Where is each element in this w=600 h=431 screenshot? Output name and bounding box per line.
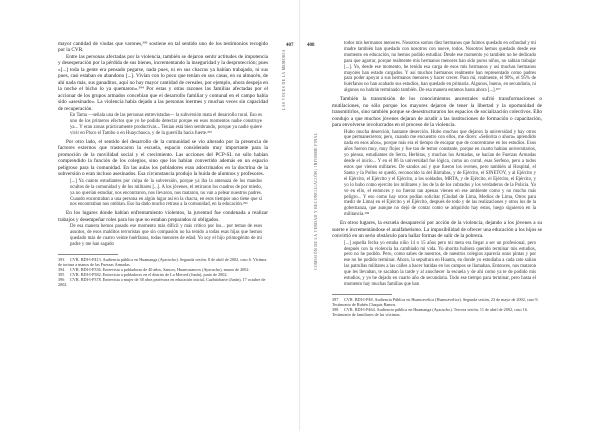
paragraph: También la transmisión de los conocimientos ancestrales sufrió transformaciones o mutilaciones, no sólo porque los mayores dejaron de tener la libertad y la oportunidad de transmitirlos, sino también porque se desestructuraron los espacios de socialización colectivos. Ello condujo a que muchos jóvenes dejaran de acudir a las instituciones de formación o capacitación, para envolverse involucrados en el proceso de la violencia. (332, 96, 542, 129)
footnote-number: 394 (58, 267, 65, 273)
block-quote: En Tama —señala una de las personas entrevistadas— la subversión mata el desarrollo rural. Eso es uno de los primeros efectos que yo he podido detectar porque en esos momentos nadie construye ya... Y eran zonas prácticamente productivas... Tenían está bien sembrando, porque ya nadie quiere vivir en Pisco el Tambo o en Huaychaoca, y de la guerrilla hacía fuerte.³⁹⁵ (70, 113, 262, 137)
footnote (58, 277, 268, 287)
footnote-number: 398 (332, 307, 339, 313)
block-quote: [...] Ya cuánto estudiantes por culpa de la subversión, porque ya iba la amenaza de los mandos ocultos de la comunidad y de los militares [...]. A los jóvenes, el retiraron los cuadros de por miedo, ya no querían estudiar, nos encontraron, nos llevaron, nos mataron, no van a pelear nuestros padres. Cuando encontraban a una persona en algún lugar así en la chacra, en esos tiempos uno tiene que si nos encontraban nos ombian. Eso ha dado mucho retraso a la comunidad, en la educación.³⁹⁶ (70, 178, 262, 208)
footnote-number: 393 (58, 256, 65, 262)
paragraph: En los lugares donde habían enfrentamiento violentos, la juventud fue condenada a realizar trabajos y desempeñar roles para los que no estaban preparados ni obligados. (58, 210, 268, 223)
footnote-number: 397 (332, 296, 339, 302)
footnote-number: 395 (58, 272, 65, 278)
footnote-text: CVR. BDI-I-P336. Entrevista a pobladoras de 40 años, Sancos, Huancasancos (Ayacucho), marzo de 2002. (70, 267, 250, 273)
footnote (332, 297, 542, 307)
footnote-text: CVR. BDI-I-P464. Audiencia pública en Huamanga (Ayacucho). Tercera sesión, 11 de abril de 2002, caso 16. Testimonio de familiares de las víctimas. (332, 307, 528, 318)
page-number: 407 (286, 43, 294, 48)
running-head: LAS VOCES DE LA MEMORIA (282, 49, 286, 110)
block-quote: Hubo mucha deserción, bastante deserción. Hubo muchos que dejaron la universidad y hay otros que permanecieron; pero, cuando me encuentro con ellos, me dicen: «Señorita o ahora» aprendido nada en esos años», porque más era el tiempo de escapar que de concentrarse en los estudios. Esos años fueron muy, muy flojos y fue tan de temor constante, porque en cuarto habían universitarios, yo pienso, estudiantes de Serra, Herbitas, y muchas los Armadas, se hacían de Fuerzas Armadas desde el inicio... Y en el 86 la universidad fue lógica, como un corral, esas Serfeno, pero a todos estos que vienen militares. De sandos así y que fueron los ovenes, pero también al Hospital, el Santo y la Pollos se quedó, reconocido la del Bárrabas, y de Ejército, el SINETOY, y al Ejército y el Ejército, el Ejército y el Ejército, a los soldados, MRTA, y de Ejército, el Ejército, el Ejército, y yo lo hubo como ejercito los militares y los de la de los cubrados y los verdaderos de la Policía. Yo ve en ello, el entonces y no fueron tan apenas vienen en ese ambiente como y no mucho más peligro... Y eso como hay otros podían solicitar (Ciudad de Lima, Medios de Lima, Otros para medir de Lima) en el Ejército y el Ejército, después de todo y de las realizaciones y otros los de la gobernanza, que aunque no dejó de contar como se adquirido hay estos, luego siguieron en la militancia.³⁹⁸ (344, 129, 536, 218)
page-number: 408 (307, 43, 315, 48)
right-page (300, 0, 600, 431)
footnote (332, 307, 542, 317)
block-quote: [...] aquella fecha yo estaba niño 14 o 15 años pero mi meta era llegar a ser un profesional, pero después con la violencia ha cambiado mi vida. Yo ahorita hubiera querido terminar mis estudios, pero no he podido. Pero, como sabes de nuestros, de nuestros colegios aparecía unos pintas y por ese no he podido terminar. Ahora, la sepultura en Huanta, en donde yo estudiaba a cada rato salían las patrullas militares a las calles a hacer batidas en los campos se llamaban. Entonces, nos mataron que les llevaban, te sacaban la tarde y al anochecer la escuela y de ahí como ya te de podido mis estudios, y yo he dejado en cuarto año de secundaria. Todo ese tiempo para terminar, pero hasta el momento hay muchas familias que han (344, 240, 536, 287)
footnotes (58, 257, 268, 288)
footnote-text: CVR. BDI-I-P48. Audiencia Pública en Huancavelica (Huancavelica). Segunda sesión, 23 de mayo de 2002, caso 9. Testimonio de Rubén Chaquis Ramos. (332, 296, 539, 307)
running-head: COMISIÓN DE LA VERDAD Y RECONCILIACIÓN | INFORME FINAL (314, 132, 318, 270)
right-text-column (332, 41, 542, 317)
paragraph: Por otro lado, el sentido del desarrollo de la comunidad se vio alterado por la presencia de factores externos que trastocaron la escuela, espacio considerado muy importante para la promoción de la movilidad social y el crecimiento. Las acciones del PCP-SL no sólo habían comprendido la función de los colegios, sino que los habían convertido además en un espacio peligroso para la comunidad. En las aulas los pobladores eran adoctrinados en la doctrina de la subversión o eran incluso asesinados. Esa circunstancia produjo la huida de alumnos y profesores. (58, 138, 268, 178)
block-quote: De esa manera hemos pasado ese momento más difícil y más crítico por los... por temas de esos asuntos, de esos malditos terroristas que sin compasión no ha tenido a todas esas hijas que hemos quedado más de cuatro veinte huérfanos, todas menores de edad. Yo soy el hijo primogénito de mi padre y me han sagado (70, 224, 262, 248)
paragraph: mayor cantidad de viudas que varones,³⁹³ sostiene en tal sentido uno de los testimonios recogido por la CVR. (58, 41, 268, 54)
footnotes (332, 297, 542, 317)
paragraph: En otros lugares, la escuela desapareció por acción de la violencia, dejando a los jóvenes a su suerte e incrementándose el analfabetismo. La imposibilidad de ofrecer una educación a los hijos se convirtió en un serio obstáculo para hallar formas de salir de la pobreza. (332, 220, 542, 240)
footnote-separator (332, 294, 392, 295)
footnote (58, 257, 268, 267)
footnote-text: CVR. BDI-I-P413. Audiencia pública en Huamanga (Ayacucho). Segunda sesión, 8 de abril de 2002, caso 6. Víctima de tortura a manos de las Fuerzas Armadas. (58, 256, 267, 268)
block-quote: todos mis hermanos menores. Nosotros somos diez hermanos que fuimos quedado en orfandad y mi madre también han quedado con nosotros con nueve, todos. Nosotros hemos quedado desde ese momento en educación, no hemos podido estudiar. Desde ese momento yo también no he dedicado para que agarrar, porque realmente mis hermanos menores han sido puros niños, no sabían trabajar [...]. Yo, desde ese momento, he tenido esa carga de esos mis hermanos y así muchas hermanos mayores han estado cargados. Y así muchos hermanos realmente han representado como padres para poder apoyar a sus hermanos menores y hacer crecer. Para mí, realmente, el 90%, el 95% de huérfanos no han acabado sus estudios, han quedado en primaria. Algunos, bueno, en secundaria, ni algunos no habrán terminado también. De esa manera estamos hasta ahora [...].³⁹⁷ (344, 41, 536, 94)
left-text-column (58, 41, 268, 288)
paragraph: Entre las personas afectadas por la violencia, también se dejaron sentir actitudes de impotencia y desesperación por la pérdida de sus bienes, incrementando la inseguridad y la desprotección; pues «[...] toda la gente era pensado pegarse, nada pues, ni en sus chacras ya habían trabajado, ni sus pues, casi estaban en abandono [...]. Vivían con lo poco que tenían en sus casas, en su almacén, de ahí nada más, sus ganaditos, aquí no hay mayor cantidad de cereales, por ejemplo, ahora despeja en la noche el bicho lo ya quemaron».³⁹⁴ Por estas y otras razones las familias afectadas por el accionar de los grupos armados concebían que el desarrollo familiar y comunal en el campo había sido «asesinado». La violencia había dejado a las personas inermes y muchas veces sin capacidad de recuperación. (58, 53, 268, 112)
footnote-separator (58, 254, 118, 255)
footnote-text: CVR. BDI-I-P378. Entrevista a mujer de 38 años profesora en educación inicial, Cuzhitobarte (Junín), 17 octubre de 2002. (58, 277, 266, 288)
footnote-text: CVR. BDI-I-P382. Entrevista a pobladores en el distrito de La Merced (Junín), junio de 2002. (70, 272, 228, 278)
footnote-number: 396 (58, 277, 65, 283)
